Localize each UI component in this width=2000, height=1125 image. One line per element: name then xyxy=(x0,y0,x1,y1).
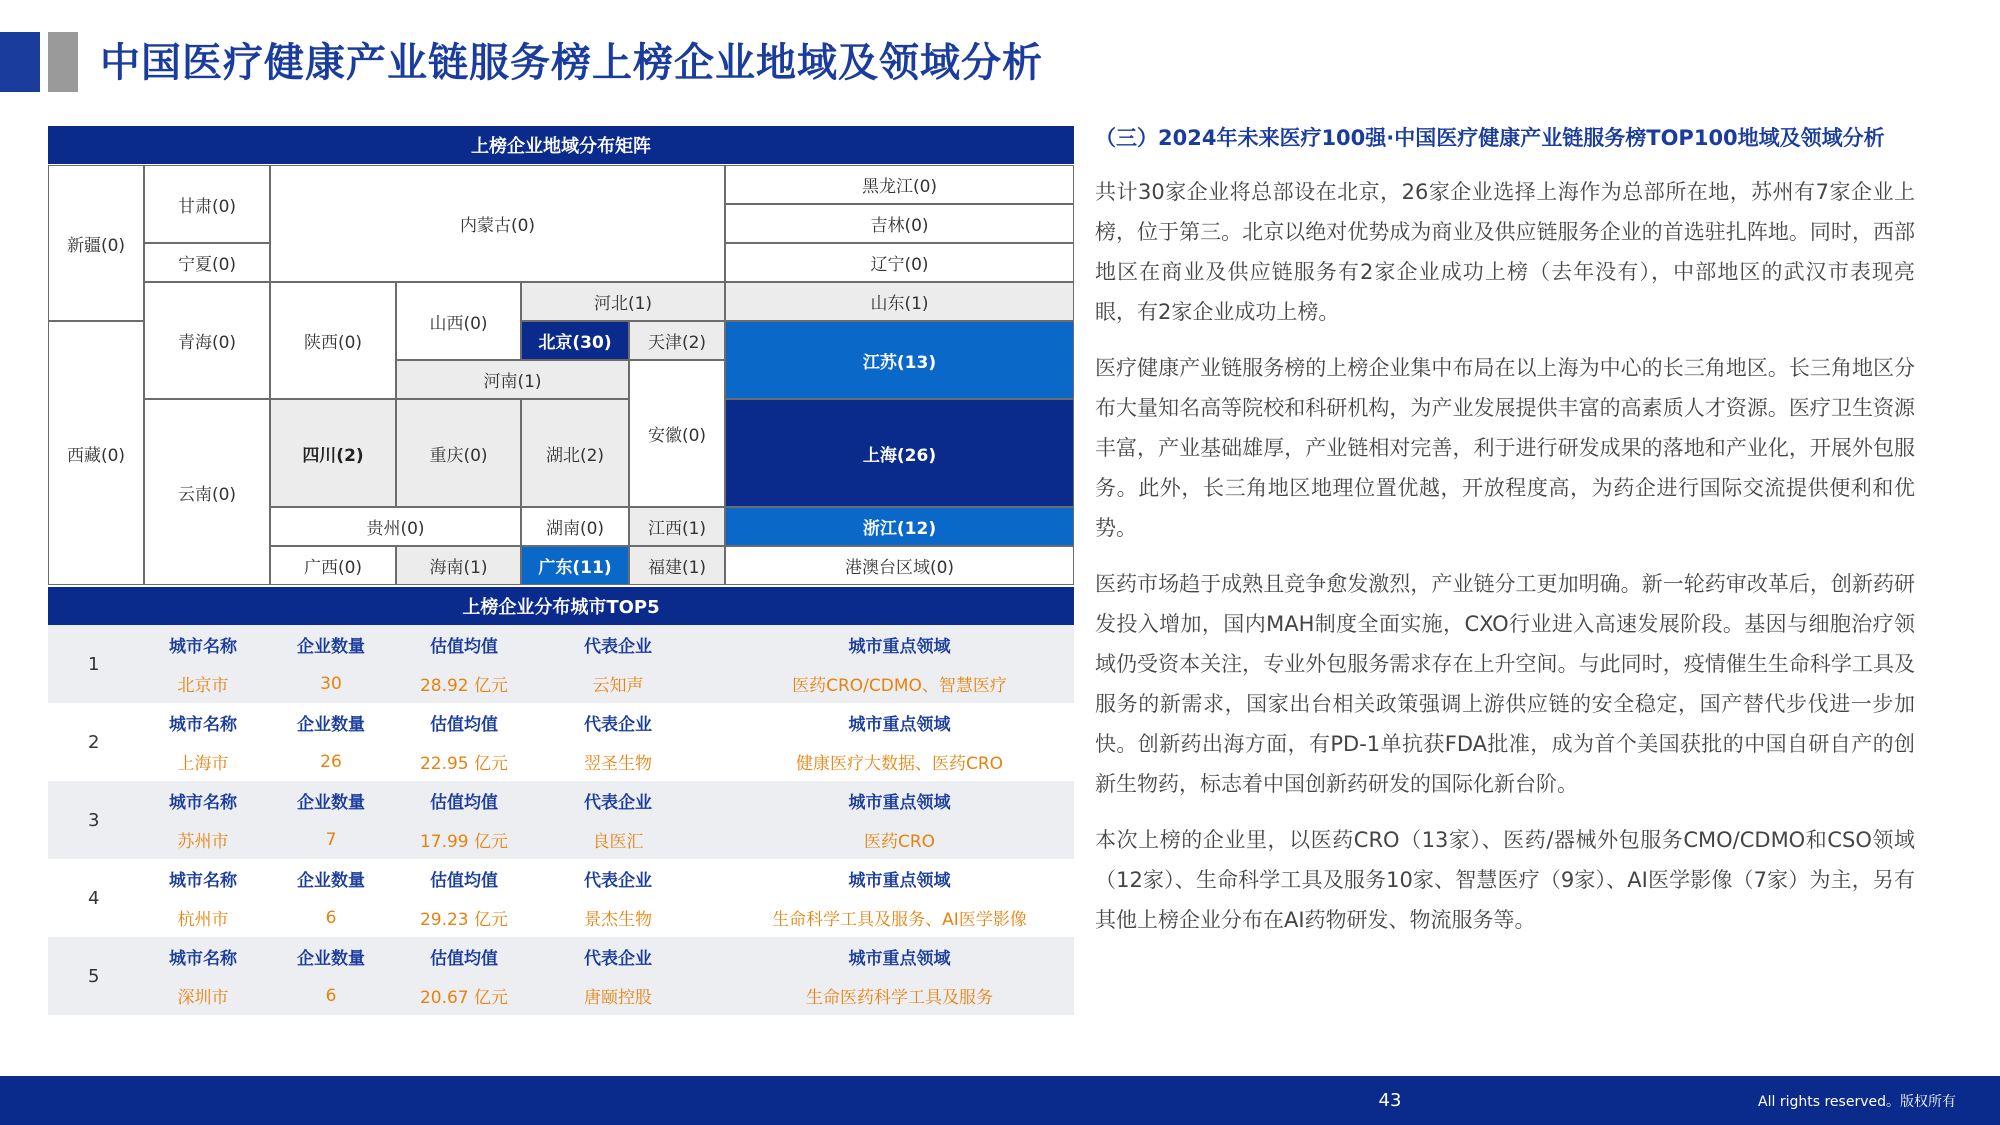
valuation-label: 估值均值 xyxy=(430,949,498,969)
city-row xyxy=(48,859,1074,937)
company-count: 30 xyxy=(320,673,342,694)
cell-hunan: 湖南(0) xyxy=(521,507,629,546)
count-label: 企业数量 xyxy=(297,715,365,735)
cell-heilongjiang: 黑龙江(0) xyxy=(725,165,1074,204)
cell-hebei: 河北(1) xyxy=(521,282,725,321)
cell-xizang: 西藏(0) xyxy=(48,321,144,585)
page-title: 中国医疗健康产业链服务榜上榜企业地域及领域分析 xyxy=(100,40,1043,86)
city-label: 城市名称 xyxy=(169,793,237,813)
paragraph: 医疗健康产业链服务榜的上榜企业集中布局在以上海为中心的长三角地区。长三角地区分布大量知名高等院校和科研机构，为产业发展提供丰富的高素质人才资源。医疗卫生资源丰富，产业基础雄厚，产业链相对完善，利于进行研发成果的落地和产业化，开展外包服务。此外，长三角地区地理位置优越，开放程度高，为药企进行国际交流提供便利和优势。 xyxy=(1095,356,1915,540)
count-label: 企业数量 xyxy=(297,949,365,969)
company-count: 26 xyxy=(320,751,342,772)
count-label: 企业数量 xyxy=(297,637,365,657)
valuation-avg: 29.23 亿元 xyxy=(419,910,509,930)
cell-yunnan: 云南(0) xyxy=(144,399,270,585)
cell-guizhou: 贵州(0) xyxy=(270,507,521,546)
valuation-label: 估值均值 xyxy=(430,871,498,891)
field-label: 城市重点领域 xyxy=(848,871,951,891)
city-name: 上海市 xyxy=(177,754,229,774)
rank-number: 3 xyxy=(88,809,100,831)
analysis-text xyxy=(1095,118,1915,956)
rep-company: 唐颐控股 xyxy=(584,988,652,1008)
matrix-header: 上榜企业地域分布矩阵 xyxy=(48,126,1074,164)
region-matrix xyxy=(48,126,1074,586)
key-field: 医药CRO xyxy=(863,832,936,852)
cell-neimenggu: 内蒙古(0) xyxy=(270,165,725,282)
cell-xinjiang: 新疆(0) xyxy=(48,165,144,321)
cell-zhejiang: 浙江(12) xyxy=(725,507,1074,546)
paragraph: 本次上榜的企业里，以医药CRO（13家）、医药/器械外包服务CMO/CDMO和CSO领域（12家）、生命科学工具及服务10家、智慧医疗（9家）、AI医学影像（7家）为主，另有其他上榜企业分布在AI药物研发、物流服务等。 xyxy=(1095,828,1915,932)
rep-company: 景杰生物 xyxy=(584,910,652,930)
city-name: 北京市 xyxy=(177,676,229,696)
valuation-avg: 22.95 亿元 xyxy=(419,754,509,774)
city-row xyxy=(48,781,1074,859)
cell-guangdong: 广东(11) xyxy=(521,546,629,585)
rep-company: 翌圣生物 xyxy=(584,754,652,774)
title-accent-gray xyxy=(48,32,78,92)
cell-liaoning: 辽宁(0) xyxy=(725,243,1074,282)
cell-hubei: 湖北(2) xyxy=(521,399,629,507)
cell-gansu: 甘肃(0) xyxy=(144,165,270,243)
city-name: 杭州市 xyxy=(177,910,229,930)
page-number: 43 xyxy=(1378,1090,1402,1111)
company-count: 6 xyxy=(325,907,337,928)
key-field: 医药CRO/CDMO、智慧医疗 xyxy=(792,676,1007,696)
rank-number: 2 xyxy=(88,731,100,753)
key-field: 生命科学工具及服务、AI医学影像 xyxy=(772,910,1027,930)
city-row xyxy=(48,703,1074,781)
company-count: 6 xyxy=(325,985,337,1006)
count-label: 企业数量 xyxy=(297,793,365,813)
section-title: （三）2024年未来医疗100强·中国医疗健康产业链服务榜TOP100地域及领域分析 xyxy=(1095,126,1885,150)
cell-fujian: 福建(1) xyxy=(629,546,725,585)
city-name: 深圳市 xyxy=(177,988,229,1008)
rep-company: 良医汇 xyxy=(592,832,644,852)
city-label: 城市名称 xyxy=(169,871,237,891)
rep-label: 代表企业 xyxy=(584,949,652,969)
copyright-notice: All rights reserved。版权所有 xyxy=(1758,1093,1956,1110)
cell-qinghai: 青海(0) xyxy=(144,282,270,399)
valuation-avg: 20.67 亿元 xyxy=(419,988,509,1008)
field-label: 城市重点领域 xyxy=(848,715,951,735)
cell-shanghai: 上海(26) xyxy=(725,399,1074,507)
company-count: 7 xyxy=(325,829,337,850)
rep-label: 代表企业 xyxy=(584,871,652,891)
city-label: 城市名称 xyxy=(169,715,237,735)
cell-beijing: 北京(30) xyxy=(521,321,629,360)
paragraph: 共计30家企业将总部设在北京，26家企业选择上海作为总部所在地，苏州有7家企业上榜，位于第三。北京以绝对优势成为商业及供应链服务企业的首选驻扎阵地。同时，西部地区在商业及供应链服务有2家企业成功上榜（去年没有），中部地区的武汉市表现亮眼，有2家企业成功上榜。 xyxy=(1095,180,1915,324)
rank-number: 4 xyxy=(88,887,100,909)
field-label: 城市重点领域 xyxy=(848,793,951,813)
field-label: 城市重点领域 xyxy=(848,949,951,969)
rep-label: 代表企业 xyxy=(584,637,652,657)
valuation-avg: 17.99 亿元 xyxy=(419,832,509,852)
top5-header: 上榜企业分布城市TOP5 xyxy=(48,587,1074,625)
footer-bar xyxy=(0,1076,2000,1125)
city-label: 城市名称 xyxy=(169,949,237,969)
city-row xyxy=(48,937,1074,1015)
rep-label: 代表企业 xyxy=(584,715,652,735)
valuation-label: 估值均值 xyxy=(430,637,498,657)
rank-number: 5 xyxy=(88,965,100,987)
cell-henan: 河南(1) xyxy=(396,360,629,399)
cell-tianjin: 天津(2) xyxy=(629,321,725,360)
city-row xyxy=(48,625,1074,703)
cell-jiangxi: 江西(1) xyxy=(629,507,725,546)
city-label: 城市名称 xyxy=(169,637,237,657)
key-field: 健康医疗大数据、医药CRO xyxy=(795,754,1004,774)
field-label: 城市重点领域 xyxy=(848,637,951,657)
valuation-label: 估值均值 xyxy=(430,793,498,813)
key-field: 生命医药科学工具及服务 xyxy=(806,988,993,1008)
cell-ningxia: 宁夏(0) xyxy=(144,243,270,282)
rep-company: 云知声 xyxy=(592,676,644,696)
cell-jiangsu: 江苏(13) xyxy=(725,321,1074,399)
city-name: 苏州市 xyxy=(177,832,229,852)
count-label: 企业数量 xyxy=(297,871,365,891)
rep-label: 代表企业 xyxy=(584,793,652,813)
cell-guangxi: 广西(0) xyxy=(270,546,396,585)
cell-shandong: 山东(1) xyxy=(725,282,1074,321)
cell-chongqing: 重庆(0) xyxy=(396,399,521,507)
cell-shanxi: 山西(0) xyxy=(396,282,521,360)
cell-anhui: 安徽(0) xyxy=(629,360,725,507)
title-accent-blue xyxy=(0,32,40,92)
cell-gangaotai: 港澳台区域(0) xyxy=(725,546,1074,585)
cell-sichuan: 四川(2) xyxy=(270,399,396,507)
rank-number: 1 xyxy=(88,653,100,675)
valuation-avg: 28.92 亿元 xyxy=(419,676,509,696)
valuation-label: 估值均值 xyxy=(430,715,498,735)
cell-shaanxi: 陕西(0) xyxy=(270,282,396,399)
cell-jilin: 吉林(0) xyxy=(725,204,1074,243)
paragraph: 医药市场趋于成熟且竞争愈发激烈，产业链分工更加明确。新一轮药审改革后，创新药研发投入增加，国内MAH制度全面实施，CXO行业进入高速发展阶段。基因与细胞治疗领域仍受资本关注，专业外包服务需求存在上升空间。与此同时，疫情催生生命科学工具及服务的新需求，国家出台相关政策强调上游供应链的安全稳定，国产替代步伐进一步加快。创新药出海方面，有PD-1单抗获FDA批准，成为首个美国获批的中国自研自产的创新生物药，标志着中国创新药研发的国际化新台阶。 xyxy=(1095,572,1915,796)
cell-hainan: 海南(1) xyxy=(396,546,521,585)
